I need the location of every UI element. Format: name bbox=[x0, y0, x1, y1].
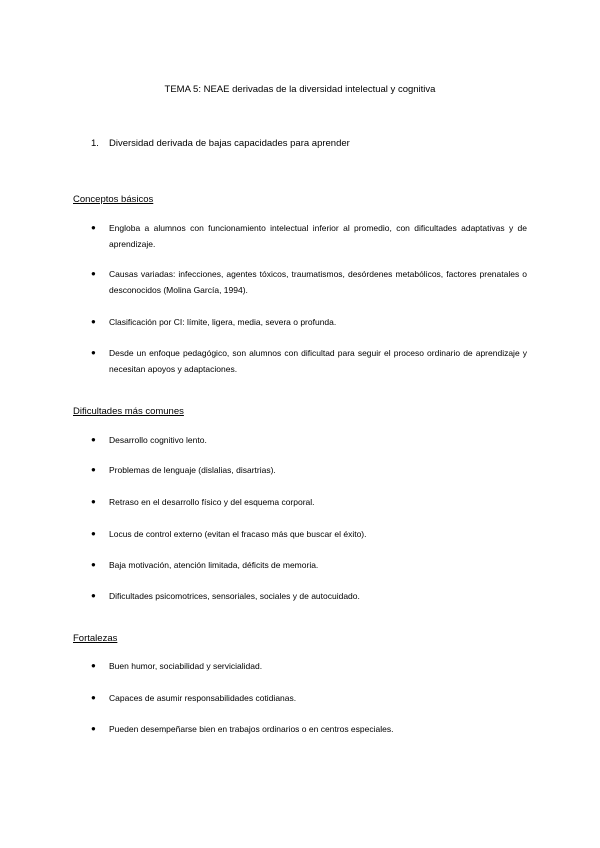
bullet-icon: ● bbox=[91, 693, 96, 702]
list-item bbox=[91, 588, 527, 604]
bullet-icon: ● bbox=[91, 724, 96, 733]
section-number: 1. bbox=[91, 138, 99, 149]
list-item-text: Desarrollo cognitivo lento. bbox=[109, 435, 207, 445]
list-item-text: Causas variadas: infecciones, agentes tóxicos, traumatismos, desórdenes metabólicos, factores prenatales o desconocidos (Molina García, 1994). bbox=[109, 269, 527, 295]
list-item bbox=[91, 314, 527, 330]
list-item-text: Buen humor, sociabilidad y servicialidad. bbox=[109, 661, 263, 671]
fortalezas-heading: Fortalezas bbox=[73, 633, 118, 644]
list-item-text: Pueden desempeñarse bien en trabajos ordinarios o en centros especiales. bbox=[109, 724, 394, 734]
bullet-icon: ● bbox=[91, 465, 96, 474]
list-item bbox=[91, 266, 527, 298]
list-item bbox=[91, 220, 527, 252]
list-item-text: Dificultades psicomotrices, sensoriales, sociales y de autocuidado. bbox=[109, 591, 360, 601]
section-1-heading bbox=[91, 138, 350, 150]
list-item bbox=[91, 658, 527, 674]
list-item bbox=[91, 526, 527, 542]
bullet-icon: ● bbox=[91, 435, 96, 444]
bullet-icon: ● bbox=[91, 560, 96, 569]
conceptos-heading: Conceptos básicos bbox=[73, 194, 154, 205]
list-item-text: Desde un enfoque pedagógico, son alumnos con dificultad para seguir el proceso ordinario de aprendizaje y necesitan apoyos y adaptaciones. bbox=[109, 348, 527, 374]
bullet-icon: ● bbox=[91, 497, 96, 506]
list-item bbox=[91, 721, 527, 737]
section-text: Diversidad derivada de bajas capacidades para aprender bbox=[109, 138, 350, 149]
bullet-icon: ● bbox=[91, 269, 96, 278]
list-item-text: Baja motivación, atención limitada, déficits de memoria. bbox=[109, 560, 319, 570]
list-item-text: Clasificación por CI: límite, ligera, media, severa o profunda. bbox=[109, 317, 337, 327]
list-item-text: Problemas de lenguaje (dislalias, disartrias). bbox=[109, 465, 276, 475]
list-item bbox=[91, 432, 527, 448]
list-item bbox=[91, 345, 527, 377]
bullet-icon: ● bbox=[91, 223, 96, 232]
bullet-icon: ● bbox=[91, 591, 96, 600]
bullet-icon: ● bbox=[91, 317, 96, 326]
list-item bbox=[91, 557, 527, 573]
bullet-icon: ● bbox=[91, 529, 96, 538]
list-item-text: Capaces de asumir responsabilidades cotidianas. bbox=[109, 693, 297, 703]
list-item-text: Locus de control externo (evitan el fracaso más que buscar el éxito). bbox=[109, 529, 367, 539]
list-item bbox=[91, 690, 527, 706]
list-item bbox=[91, 494, 527, 510]
list-item-text: Engloba a alumnos con funcionamiento intelectual inferior al promedio, con dificultades adaptativas y de aprendizaje. bbox=[109, 223, 527, 249]
bullet-icon: ● bbox=[91, 661, 96, 670]
bullet-icon: ● bbox=[91, 348, 96, 357]
list-item bbox=[91, 462, 527, 478]
document-title: TEMA 5: NEAE derivadas de la diversidad intelectual y cognitiva bbox=[164, 84, 436, 95]
dificultades-heading: Dificultades más comunes bbox=[73, 406, 184, 417]
list-item-text: Retraso en el desarrollo físico y del esquema corporal. bbox=[109, 497, 315, 507]
